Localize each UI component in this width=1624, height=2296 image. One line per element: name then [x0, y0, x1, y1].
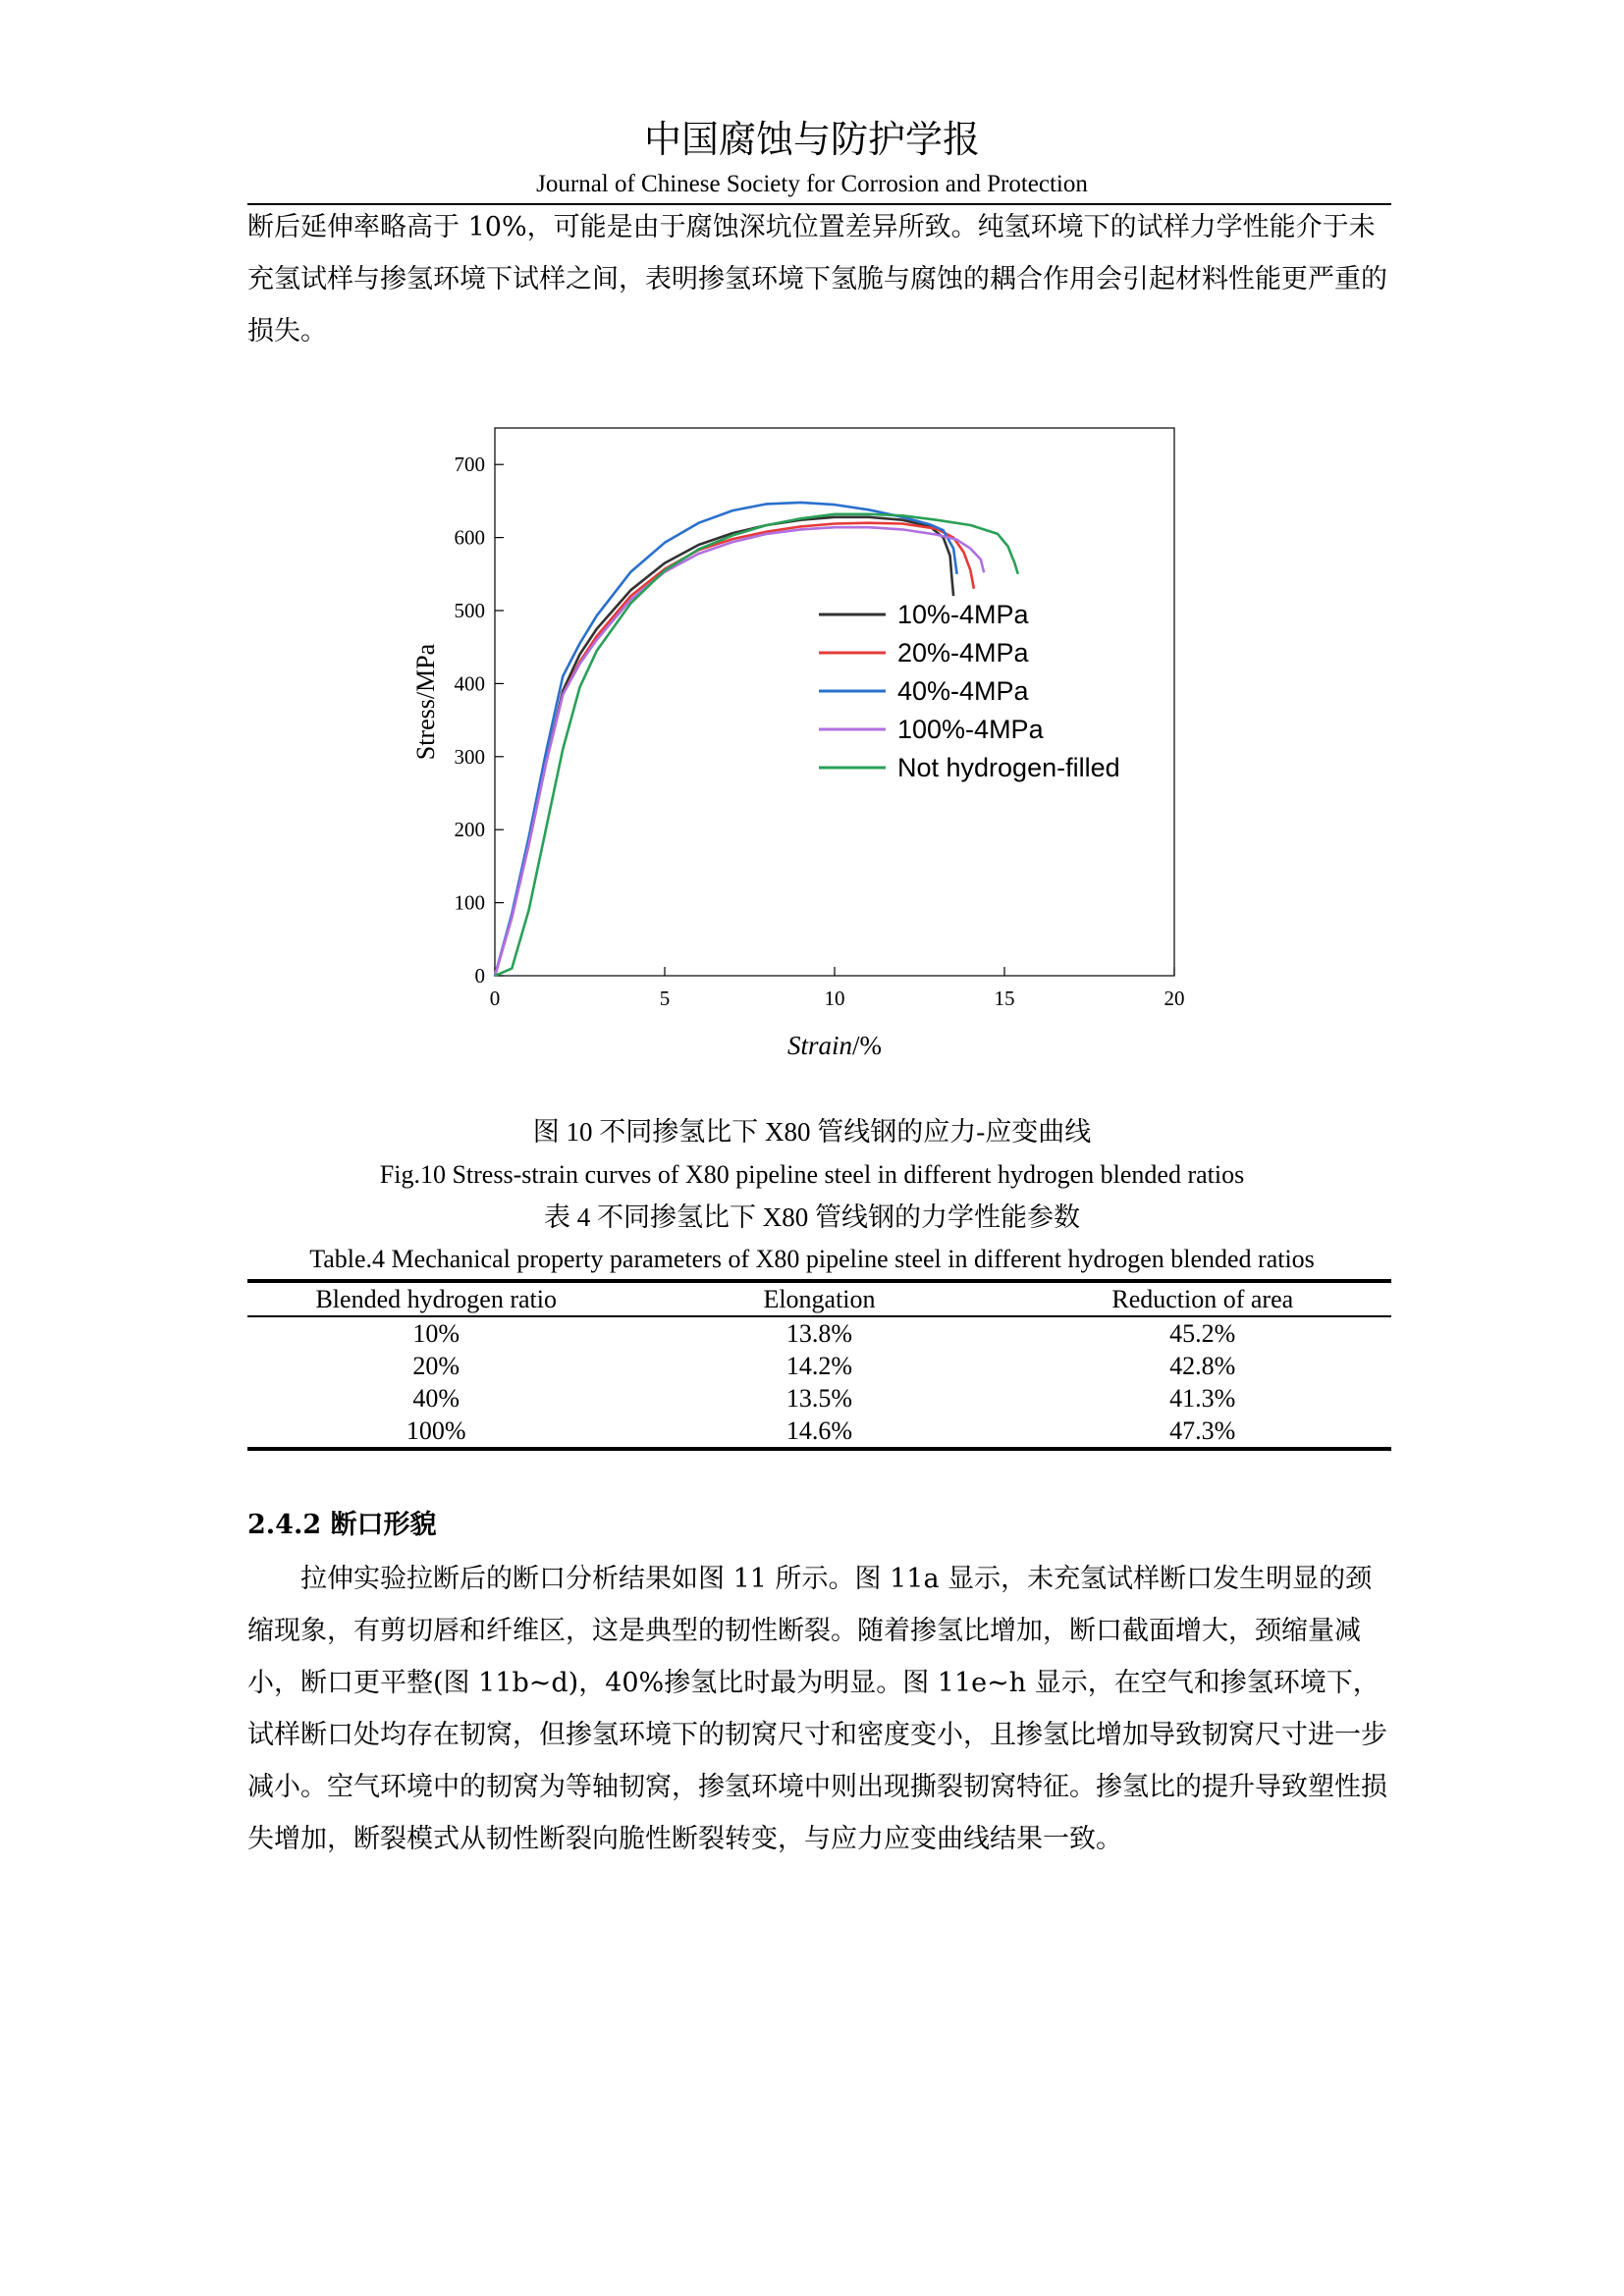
- y-tick-label: 300: [454, 744, 485, 769]
- table-row: [247, 1382, 1391, 1415]
- plot-frame: [495, 428, 1174, 976]
- y-tick-label: 600: [454, 525, 485, 550]
- x-tick-label: 10: [824, 987, 845, 1010]
- table-row: [247, 1350, 1391, 1382]
- table-cell: 47.3%: [1014, 1415, 1391, 1449]
- table-cell: 13.8%: [785, 1319, 853, 1348]
- x-tick-label: 0: [489, 987, 501, 1010]
- y-axis-label: Stress/MPa: [411, 643, 440, 761]
- body-paragraph-2: [247, 1553, 1391, 1865]
- legend-label: 100%-4MPa: [897, 715, 1044, 744]
- x-axis-label: Strain/%: [786, 1031, 883, 1060]
- series-line: [495, 514, 1018, 976]
- table-cell: 41.3%: [1169, 1384, 1236, 1413]
- body-paragraph-1: [247, 201, 1391, 357]
- series-line: [495, 523, 974, 976]
- y-tick-label: 200: [454, 818, 485, 842]
- figure-caption-cn: 图 10 不同掺氢比下 X80 管线钢的应力-应变曲线: [532, 1117, 1092, 1147]
- x-tick-label: 20: [1164, 987, 1185, 1010]
- table-cell: 13.5%: [785, 1384, 853, 1413]
- paragraph-text: 拉伸实验拉断后的断口分析结果如图 11 所示。图 11a 显示，未充氢试样断口发生明显的颈缩现象，有剪切唇和纤维区，这是典型的韧性断裂。随着掺氢比增加，断口截面增大，颈缩量减小，断口更平整(图 11b~d)，40%掺氢比时最为明显。图 11e~h 显示，在空气和掺氢环境下，试样断口处均存在韧窝，但掺氢环境下的韧窝尺寸和密度变小，且掺氢比增加导致韧窝尺寸进一步减小。空气环境中的韧窝为等轴韧窝，掺氢环境中则出现撕裂韧窝特征。掺氢比的提升导致塑性损失增加，断裂模式从韧性断裂向脆性断裂转变，与应力应变曲线结果一致。: [247, 1564, 1387, 1854]
- table-cell: 14.2%: [785, 1352, 853, 1380]
- y-tick-label: 700: [454, 453, 485, 477]
- journal-title-en: Journal of Chinese Society for Corrosion and Protection: [536, 171, 1088, 197]
- x-tick-label: 5: [659, 987, 671, 1010]
- stress-strain-chart: [393, 412, 1218, 1080]
- table-cell: 40%: [412, 1384, 460, 1413]
- figure-caption-en: Fig.10 Stress-strain curves of X80 pipeline steel in different hydrogen blended ratios: [379, 1160, 1245, 1189]
- y-tick-label: 400: [454, 671, 485, 696]
- table-header: Elongation: [624, 1281, 1013, 1316]
- table-header-row: [247, 1281, 1391, 1316]
- table-cell: 10%: [412, 1319, 460, 1348]
- section-heading: 2.4.2 断口形貌: [247, 1510, 437, 1540]
- y-tick-label: 100: [454, 890, 485, 915]
- table-row: [247, 1415, 1391, 1449]
- property-table: [247, 1279, 1391, 1451]
- series-line: [495, 527, 984, 976]
- legend-label: 40%-4MPa: [897, 676, 1029, 706]
- table-cell: 100%: [247, 1415, 624, 1449]
- table-header: Reduction of area: [1014, 1281, 1391, 1316]
- chart-legend: [819, 600, 1120, 782]
- table-cell: 45.2%: [1169, 1319, 1236, 1348]
- legend-label: Not hydrogen-filled: [897, 753, 1120, 782]
- journal-title-cn: 中国腐蚀与防护学报: [643, 118, 980, 161]
- x-tick-label: 15: [994, 987, 1015, 1010]
- y-tick-label: 500: [454, 599, 485, 622]
- y-tick-label: 0: [474, 964, 485, 988]
- table-row: [247, 1316, 1391, 1350]
- table-cell: 14.6%: [624, 1415, 1013, 1449]
- table-header: Blended hydrogen ratio: [247, 1281, 624, 1316]
- table-caption-en: Table.4 Mechanical property parameters of X80 pipeline steel in different hydrogen blended ratios: [309, 1245, 1315, 1273]
- series-line: [495, 503, 957, 976]
- table-cell: 42.8%: [1169, 1352, 1236, 1380]
- legend-label: 20%-4MPa: [897, 638, 1029, 667]
- legend-label: 10%-4MPa: [897, 600, 1029, 629]
- table-cell: 20%: [412, 1352, 460, 1380]
- paragraph-text: 断后延伸率略高于 10%，可能是由于腐蚀深坑位置差异所致。纯氢环境下的试样力学性能介于未充氢试样与掺氢环境下试样之间，表明掺氢环境下氢脆与腐蚀的耦合作用会引起材料性能更严重的损失。: [247, 212, 1387, 347]
- table-caption-cn: 表 4 不同掺氢比下 X80 管线钢的力学性能参数: [544, 1202, 1080, 1232]
